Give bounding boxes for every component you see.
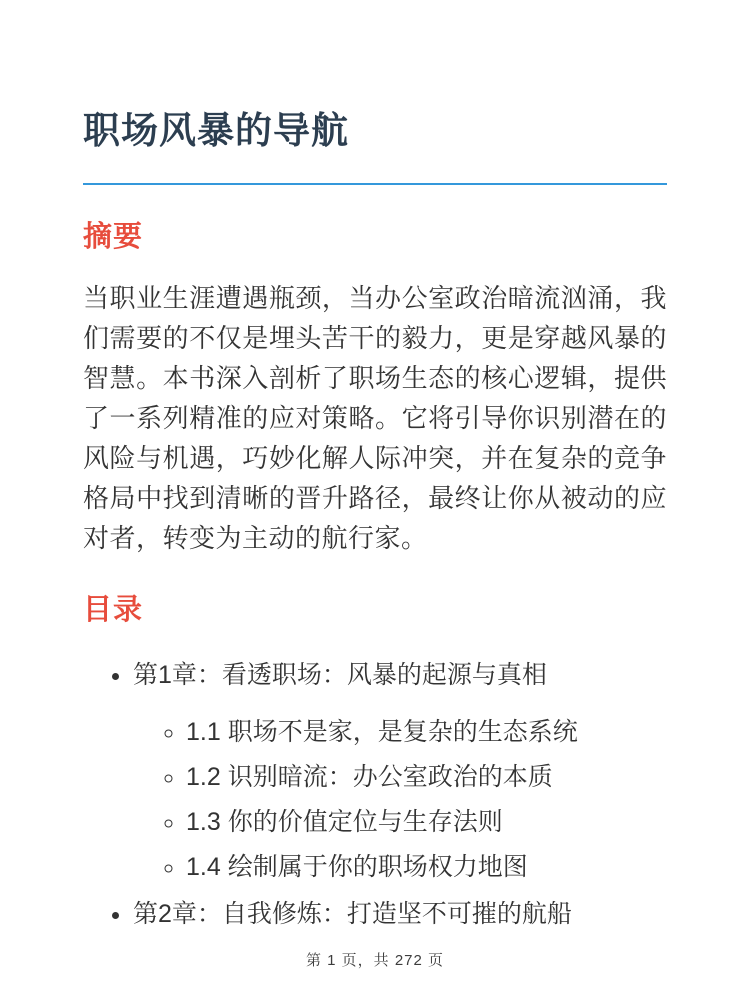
- toc-heading: 目录: [83, 594, 144, 626]
- page-footer: 第 1 页，共 272 页: [305, 952, 445, 969]
- abstract-heading: 摘要: [83, 221, 144, 253]
- toc-chapter-2-label: 第2章：自我修炼：打造坚不可摧的航船: [133, 900, 572, 928]
- toc-chapter-1-sublist: [133, 717, 667, 883]
- toc-subitem-1-2: ◦ 1.2 识别暗流：办公室政治的本质: [186, 762, 667, 793]
- page-title: 职场风暴的导航: [83, 110, 349, 151]
- toc-chapter-1-label: 第1章：看透职场：风暴的起源与真相: [133, 661, 547, 689]
- toc-subitem-1-1: ◦ 1.1 职场不是家，是复杂的生态系统: [186, 717, 667, 748]
- toc-list: [83, 659, 667, 930]
- toc-chapter-1: [133, 659, 667, 883]
- title-divider: [83, 183, 667, 185]
- toc-subitem-1-3: ◦ 1.3 你的价值定位与生存法则: [186, 807, 667, 838]
- toc-subitem-1-4: ◦ 1.4 绘制属于你的职场权力地图: [186, 852, 667, 883]
- abstract-paragraph: 当职业生涯遭遇瓶颈，当办公室政治暗流汹涌，我们需要的不仅是埋头苦干的毅力，更是穿越风暴的智慧。本书深入剖析了职场生态的核心逻辑，提供了一系列精准的应对策略。它将引导你识别潜在的风险与机遇，巧妙化解人际冲突，并在复杂的竞争格局中找到清晰的晋升路径，最终让你从被动的应对者，转变为主动的航行家。: [83, 283, 667, 553]
- toc-chapter-2: [133, 898, 667, 930]
